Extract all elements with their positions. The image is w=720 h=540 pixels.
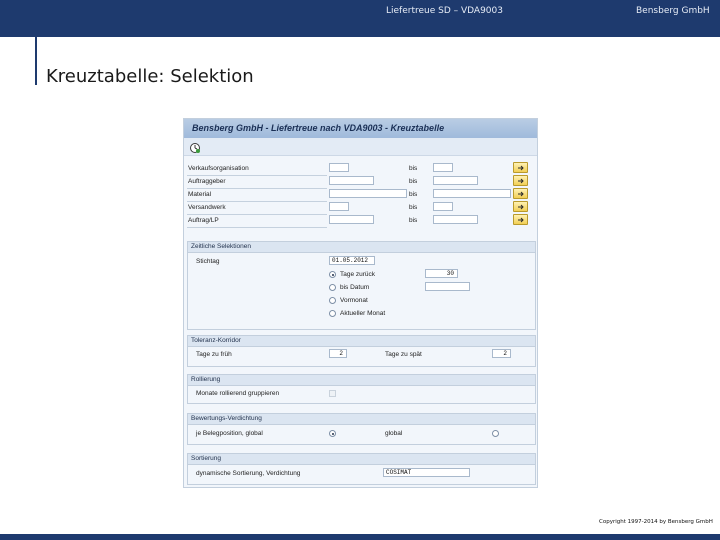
vormonat-radio[interactable] bbox=[329, 297, 336, 304]
multiple-selection-button[interactable] bbox=[513, 214, 528, 225]
monate-rollierend-label: Monate rollierend gruppieren bbox=[196, 390, 280, 397]
dynamische-sortierung-input[interactable]: COSIMAT bbox=[383, 468, 470, 477]
multiple-selection-button[interactable] bbox=[513, 201, 528, 212]
toleranz-korridor-header: Toleranz-Korridor bbox=[188, 336, 535, 347]
rollierung-box bbox=[187, 374, 536, 404]
vormonat-label: Vormonat bbox=[340, 297, 368, 304]
tage-zu-frueh-label: Tage zu früh bbox=[196, 351, 232, 358]
bis-datum-input[interactable] bbox=[425, 282, 470, 291]
global-label: global bbox=[385, 430, 403, 437]
monate-rollierend-checkbox[interactable] bbox=[329, 390, 336, 397]
stichtag-label: Stichtag bbox=[196, 258, 220, 265]
arrow-right-icon bbox=[517, 216, 525, 224]
versandwerk-to-input[interactable] bbox=[433, 202, 453, 211]
material-from-input[interactable] bbox=[329, 189, 407, 198]
sap-title-bar bbox=[184, 119, 538, 138]
tage-zu-spaet-label: Tage zu spät bbox=[385, 351, 422, 358]
je-belegposition-label: je Belegposition, global bbox=[196, 430, 263, 437]
row-underline bbox=[187, 227, 327, 228]
label-auftrag-lp: Auftrag/LP bbox=[188, 217, 219, 224]
row-underline bbox=[187, 175, 327, 176]
bis-datum-label: bis Datum bbox=[340, 284, 370, 291]
verkaufsorganisation-to-input[interactable] bbox=[433, 163, 453, 172]
row-underline bbox=[187, 188, 327, 189]
material-to-input[interactable] bbox=[433, 189, 511, 198]
bewertungs-verdichtung-header: Bewertungs-Verdichtung bbox=[188, 414, 535, 425]
arrow-right-icon bbox=[517, 164, 525, 172]
aktueller-monat-label: Aktueller Monat bbox=[340, 310, 386, 317]
stichtag-input[interactable]: 01.05.2012 bbox=[329, 256, 375, 265]
auftraggeber-from-input[interactable] bbox=[329, 176, 374, 185]
verkaufsorganisation-from-input[interactable] bbox=[329, 163, 349, 172]
tage-zurueck-radio[interactable] bbox=[329, 271, 336, 278]
bis-datum-radio[interactable] bbox=[329, 284, 336, 291]
label-auftraggeber: Auftraggeber bbox=[188, 178, 226, 185]
bis-label: bis bbox=[409, 204, 418, 211]
bis-label: bis bbox=[409, 217, 418, 224]
copyright-note: Copyright 1997-2014 by Bensberg GmbH bbox=[599, 519, 713, 525]
sortierung-box bbox=[187, 453, 536, 485]
row-underline bbox=[187, 201, 327, 202]
execute-clock-icon[interactable] bbox=[189, 141, 201, 153]
footer-band bbox=[0, 534, 720, 540]
arrow-right-icon bbox=[517, 177, 525, 185]
tage-zurueck-label: Tage zurück bbox=[340, 271, 376, 278]
bis-label: bis bbox=[409, 191, 418, 198]
zeitliche-selektionen-header: Zeitliche Selektionen bbox=[188, 242, 535, 253]
header-title: Liefertreue SD – VDA9003 bbox=[386, 6, 503, 16]
page-title: Kreuztabelle: Selektion bbox=[46, 66, 254, 87]
multiple-selection-button[interactable] bbox=[513, 162, 528, 173]
tage-zu-spaet-input[interactable]: 2 bbox=[492, 349, 511, 358]
auftraggeber-to-input[interactable] bbox=[433, 176, 478, 185]
label-verkaufsorganisation: Verkaufsorganisation bbox=[188, 165, 249, 172]
sortierung-header: Sortierung bbox=[188, 454, 535, 465]
tage-zurueck-input[interactable]: 30 bbox=[425, 269, 458, 278]
sap-selection-screen bbox=[183, 118, 538, 488]
bis-label: bis bbox=[409, 165, 418, 172]
auftrag-lp-from-input[interactable] bbox=[329, 215, 374, 224]
aktueller-monat-radio[interactable] bbox=[329, 310, 336, 317]
header-company: Bensberg GmbH bbox=[636, 6, 710, 16]
rollierung-header: Rollierung bbox=[188, 375, 535, 386]
bis-label: bis bbox=[409, 178, 418, 185]
sap-toolbar bbox=[184, 138, 538, 156]
bewertungs-verdichtung-box bbox=[187, 413, 536, 445]
je-belegposition-radio[interactable] bbox=[329, 430, 336, 437]
arrow-right-icon bbox=[517, 190, 525, 198]
tage-zu-frueh-input[interactable]: 2 bbox=[329, 349, 347, 358]
header-divider bbox=[35, 19, 37, 85]
toleranz-korridor-box bbox=[187, 335, 536, 367]
row-underline bbox=[187, 214, 327, 215]
global-radio[interactable] bbox=[492, 430, 499, 437]
label-versandwerk: Versandwerk bbox=[188, 204, 226, 211]
dynamische-sortierung-label: dynamische Sortierung, Verdichtung bbox=[196, 470, 301, 477]
multiple-selection-button[interactable] bbox=[513, 175, 528, 186]
versandwerk-from-input[interactable] bbox=[329, 202, 349, 211]
auftrag-lp-to-input[interactable] bbox=[433, 215, 478, 224]
arrow-right-icon bbox=[517, 203, 525, 211]
multiple-selection-button[interactable] bbox=[513, 188, 528, 199]
label-material: Material bbox=[188, 191, 212, 198]
header-band bbox=[0, 0, 720, 37]
sap-window-title: Bensberg GmbH - Liefertreue nach VDA9003 - Kreuztabelle bbox=[192, 123, 445, 133]
